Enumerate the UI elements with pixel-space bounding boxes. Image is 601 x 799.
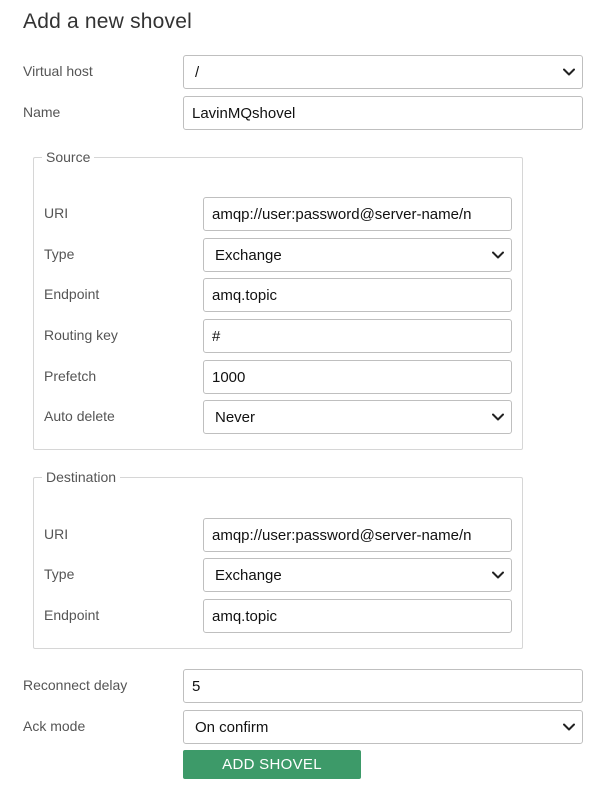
- source-endpoint-label: Endpoint: [44, 286, 100, 302]
- ack-mode-label: Ack mode: [23, 718, 86, 734]
- ack-mode-value: On confirm: [195, 718, 269, 736]
- source-routing-key-input[interactable]: [203, 319, 512, 353]
- destination-legend: Destination: [46, 469, 117, 485]
- source-prefetch-label: Prefetch: [44, 368, 97, 384]
- destination-endpoint-label: Endpoint: [44, 607, 100, 623]
- destination-type-label: Type: [44, 566, 75, 582]
- virtual-host-select[interactable]: [183, 55, 583, 89]
- source-routing-key-label: Routing key: [44, 327, 118, 343]
- source-auto-delete-value: Never: [215, 408, 256, 426]
- chevron-down-icon: [562, 65, 576, 79]
- destination-type-select[interactable]: [203, 558, 512, 592]
- chevron-down-icon: [491, 568, 505, 582]
- reconnect-delay-input[interactable]: [183, 669, 583, 703]
- chevron-down-icon: [491, 410, 505, 424]
- destination-type-value: Exchange: [215, 566, 282, 584]
- chevron-down-icon: [491, 248, 505, 262]
- destination-endpoint-input[interactable]: [203, 599, 512, 633]
- name-label: Name: [23, 104, 61, 120]
- source-uri-input[interactable]: [203, 197, 512, 231]
- add-shovel-button[interactable]: ADD SHOVEL: [183, 750, 361, 779]
- ack-mode-select[interactable]: [183, 710, 583, 744]
- page-title: Add a new shovel: [23, 10, 192, 33]
- source-type-value: Exchange: [215, 246, 282, 264]
- reconnect-delay-label: Reconnect delay: [23, 677, 128, 693]
- source-legend: Source: [46, 149, 91, 165]
- virtual-host-value: /: [195, 63, 200, 81]
- destination-uri-input[interactable]: [203, 518, 512, 552]
- source-auto-delete-select[interactable]: [203, 400, 512, 434]
- name-input[interactable]: [183, 96, 583, 130]
- source-type-label: Type: [44, 246, 75, 262]
- source-prefetch-input[interactable]: [203, 360, 512, 394]
- source-type-select[interactable]: [203, 238, 512, 272]
- source-auto-delete-label: Auto delete: [44, 408, 115, 424]
- source-uri-label: URI: [44, 205, 69, 221]
- virtual-host-label: Virtual host: [23, 63, 93, 79]
- source-endpoint-input[interactable]: [203, 278, 512, 312]
- chevron-down-icon: [562, 720, 576, 734]
- destination-uri-label: URI: [44, 526, 69, 542]
